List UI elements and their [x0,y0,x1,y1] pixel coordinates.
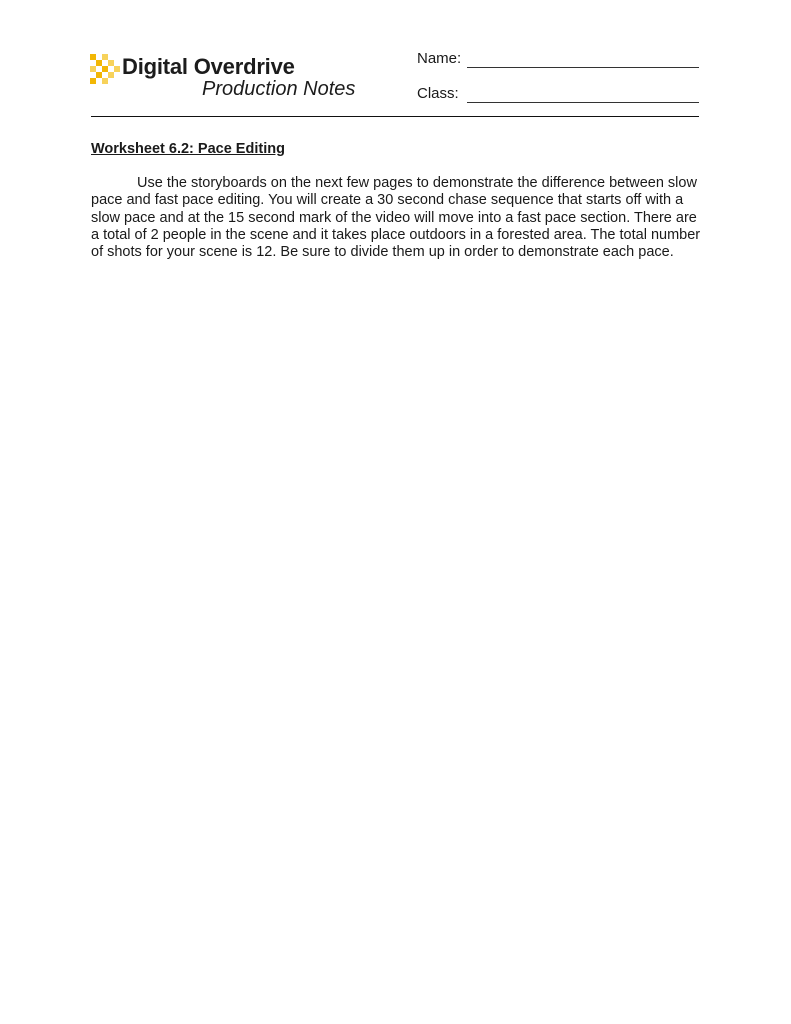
logo [90,52,390,104]
name-label: Name: [417,50,462,67]
worksheet-title: Worksheet 6.2: Pace Editing [91,141,285,157]
checker-logo-icon [90,54,120,84]
class-label: Class: [417,85,459,102]
name-field[interactable] [417,50,699,72]
class-blank-line[interactable] [467,102,699,103]
class-field[interactable] [417,85,699,107]
name-blank-line[interactable] [467,67,699,68]
instructions-paragraph: Use the storyboards on the next few pages to demonstrate the difference between slow pace and fast pace editing. You will create a 30 second chase sequence that starts off with a slow pace and at the 15 second mark of the video will move into a fast pace section. There are a total of 2 people in the scene and it takes place outdoors in a forested area. The total number of shots for your scene is 12. Be sure to divide them up in order to demonstrate each pace. [91,175,701,261]
header-divider [91,116,699,117]
logo-title: Digital Overdrive [122,54,295,79]
logo-subtitle: Production Notes [202,78,356,100]
